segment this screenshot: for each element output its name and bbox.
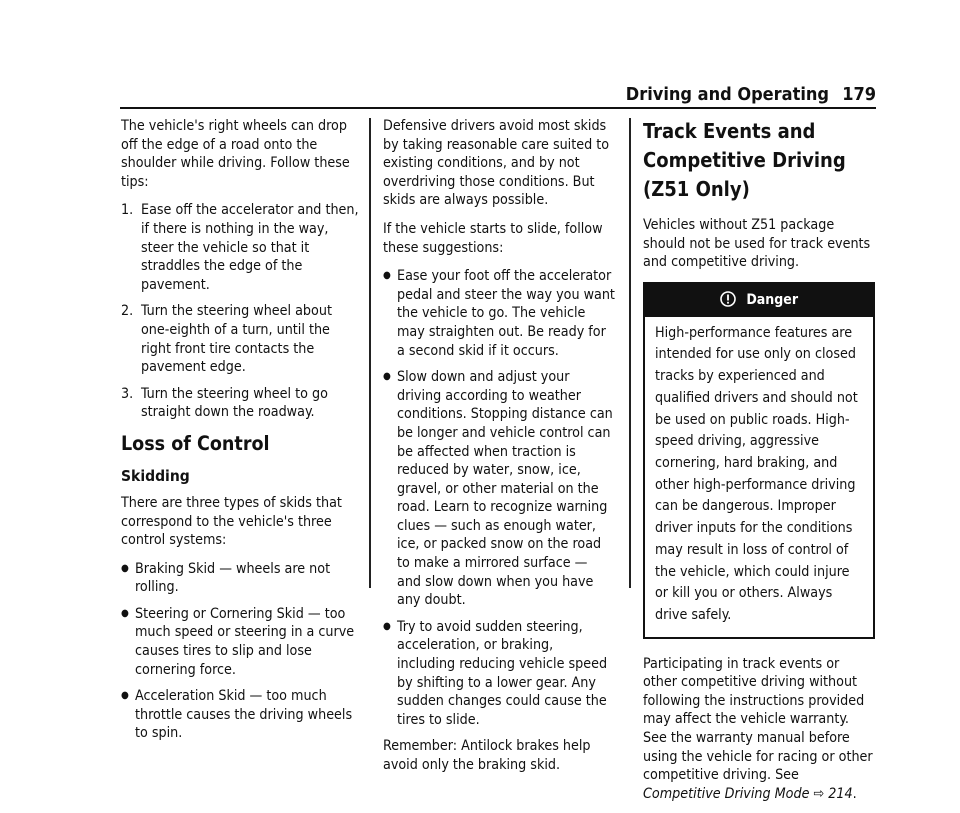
numbered-list <box>121 201 361 422</box>
page-ref-arrow-icon: ⇨ <box>813 785 825 802</box>
column-1 <box>121 117 361 751</box>
danger-label: Danger <box>746 291 799 308</box>
column-3 <box>643 117 875 813</box>
list-item <box>121 560 361 597</box>
list-text: Ease your foot off the accelerator pedal and steer the way you want the vehicle to go. The vehicle may straighten out. Be ready for a second skid if it occurs. <box>397 268 615 359</box>
list-item <box>383 368 615 610</box>
bullet-icon: ● <box>383 620 391 632</box>
list-text: Steering or Cornering Skid — too much speed or steering in a curve causes tires to slip and lose cornering force. <box>135 605 355 678</box>
column-divider <box>369 118 371 588</box>
column-2 <box>383 117 615 785</box>
bullet-icon: ● <box>383 371 391 383</box>
list-text: Turn the steering wheel to go straight down the roadway. <box>141 385 328 421</box>
danger-header <box>645 284 873 317</box>
list-item <box>121 687 361 743</box>
bullet-icon: ● <box>121 690 129 702</box>
bullet-icon: ● <box>121 562 129 574</box>
body-text: Participating in track events or other competitive driving without following the instructions provided may affect the vehicle warranty. See the warranty manual before using the vehicle for racing or other competitive driving. See <box>643 655 873 784</box>
list-text: Try to avoid sudden steering, acceleration, or braking, including reducing vehicle speed by shifting to a lower gear. Any sudden changes could cause the tires to slide. <box>397 618 608 728</box>
cross-reference-page[interactable]: 214 <box>828 785 853 802</box>
column-divider <box>629 118 631 588</box>
paragraph: Vehicles without Z51 package should not be used for track events and competitive driving. <box>643 217 871 271</box>
list-number: 1. <box>121 202 134 219</box>
sentence-end: . <box>852 785 857 802</box>
section-heading: Track Events and Competitive Driving (Z51 Only) <box>643 119 846 201</box>
page-number: 179 <box>842 84 876 105</box>
bullet-list <box>383 267 615 729</box>
list-text: Ease off the accelerator and then, if there is nothing in the way, steer the vehicle so that it straddles the edge of the pavement. <box>141 202 359 293</box>
warning-icon <box>720 291 736 307</box>
bullet-list <box>121 560 361 743</box>
list-text: Acceleration Skid — too much throttle causes the driving wheels to spin. <box>135 688 353 742</box>
list-item <box>121 605 361 679</box>
danger-text: High-performance features are intended for use only on closed tracks by experienced and qualified drivers and should not be used on public roads. High-speed driving, aggressive cornering, hard braking, and other high-performance driving can be dangerous. Improper driver inputs for the conditions may result in loss of control of the vehicle, which could injure or kill you or others. Always drive safely. <box>655 324 858 623</box>
paragraph <box>643 655 875 804</box>
paragraph: The vehicle's right wheels can drop off the edge of a road onto the shoulder while driving. Follow these tips: <box>121 118 350 190</box>
list-text: Slow down and adjust your driving according to weather conditions. Stopping distance can be longer and vehicle control can be affected when traction is reduced by water, snow, ice, gravel, or other material on the road. Learn to recognize warning clues — such as enough water, ice, or packed snow on the road to make a mirrored surface — and slow down when you have any doubt. <box>397 369 613 609</box>
header-rule <box>120 107 876 109</box>
section-title: Driving and Operating <box>625 84 829 105</box>
list-item <box>383 618 615 730</box>
paragraph: There are three types of skids that correspond to the vehicle's three control systems: <box>121 494 342 549</box>
list-item <box>121 385 361 422</box>
bullet-icon: ● <box>121 607 129 619</box>
paragraph: Remember: Antilock brakes help avoid only the braking skid. <box>383 738 591 773</box>
cross-reference-link[interactable]: Competitive Driving Mode <box>643 785 810 802</box>
list-item <box>121 302 361 376</box>
list-number: 2. <box>121 303 134 320</box>
list-item <box>121 201 361 294</box>
paragraph: If the vehicle starts to slide, follow these suggestions: <box>383 220 603 256</box>
paragraph: Defensive drivers avoid most skids by taking reasonable care suited to existing conditions, and by not overdriving those conditions. But skids are always possible. <box>383 118 610 209</box>
subsection-heading: Skidding <box>121 466 190 485</box>
list-number: 3. <box>121 385 134 402</box>
list-item <box>383 267 615 360</box>
danger-box <box>643 282 875 639</box>
bullet-icon: ● <box>383 270 391 282</box>
list-text: Turn the steering wheel about one-eighth of a turn, until the right front tire contacts the pavement edge. <box>141 303 332 376</box>
list-text: Braking Skid — wheels are not rolling. <box>135 560 331 596</box>
section-heading: Loss of Control <box>121 431 270 455</box>
